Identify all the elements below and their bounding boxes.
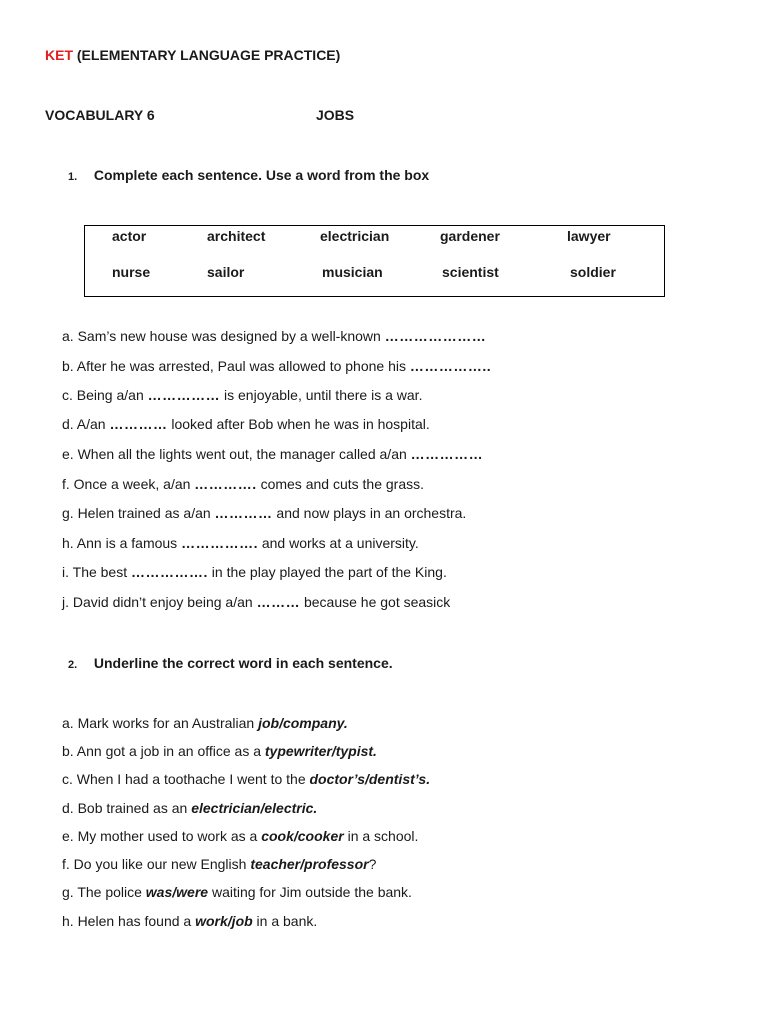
sentence-2c: c. When I had a toothache I went to the doctor’s/dentist’s.: [62, 771, 431, 787]
word-choice[interactable]: electrician/electric.: [191, 800, 318, 816]
sentence-1j: j. David didn’t enjoy being a/an ……… because he got seasick: [62, 594, 451, 610]
answer-blank[interactable]: …………: [214, 505, 273, 521]
vocabulary-heading: VOCABULARY 6: [45, 107, 155, 123]
topic-heading: JOBS: [316, 107, 355, 123]
answer-blank[interactable]: ……………: [410, 446, 484, 462]
sentence-1b: b. After he was arrested, Paul was allowed to phone his ……………..: [62, 358, 492, 374]
word-choice[interactable]: doctor’s/dentist’s.: [309, 771, 431, 787]
sentence-1e: e. When all the lights went out, the manager called a/an ……………: [62, 446, 484, 462]
word-choice[interactable]: job/company.: [258, 715, 348, 731]
page-title: [45, 47, 340, 63]
sentence-1g: g. Helen trained as a/an ………… and now plays in an orchestra.: [62, 505, 467, 521]
answer-blank[interactable]: ………: [256, 594, 301, 610]
sentence-2h: h. Helen has found a work/job in a bank.: [62, 913, 318, 929]
exercise-1-instruction: Complete each sentence. Use a word from the box: [93, 167, 430, 183]
answer-blank[interactable]: ……………..: [409, 358, 492, 374]
answer-blank[interactable]: …………….: [181, 535, 258, 551]
word-box-item: electrician: [320, 228, 390, 244]
ket-label: KET: [45, 47, 73, 63]
sentence-2e: e. My mother used to work as a cook/cooker in a school.: [62, 828, 419, 844]
exercise-1-number: 1.: [68, 171, 78, 183]
word-box: [84, 225, 665, 297]
answer-blank[interactable]: ………….: [194, 476, 257, 492]
word-box-item: sailor: [207, 264, 245, 280]
word-box-item: architect: [207, 228, 266, 244]
exercise-1-heading: [68, 167, 429, 183]
title-text: (ELEMENTARY LANGUAGE PRACTICE): [76, 47, 341, 63]
word-choice[interactable]: typewriter/typist.: [264, 743, 377, 759]
answer-blank[interactable]: ……………: [147, 387, 221, 403]
sentence-2a: a. Mark works for an Australian job/company.: [62, 715, 348, 731]
sentence-2b: b. Ann got a job in an office as a typewriter/typist.: [62, 743, 377, 759]
answer-blank[interactable]: …………: [109, 416, 168, 432]
exercise-2-heading: [68, 655, 393, 671]
word-box-item: musician: [322, 264, 383, 280]
sentence-1a: a. Sam’s new house was designed by a well-known …………………: [62, 328, 487, 344]
exercise-2-instruction: Underline the correct word in each sentence.: [93, 655, 393, 671]
sentence-1c: c. Being a/an …………… is enjoyable, until there is a war.: [62, 387, 423, 403]
sentence-1i: i. The best ……………. in the play played the part of the King.: [62, 564, 447, 580]
exercise-2-number: 2.: [68, 659, 78, 671]
word-choice[interactable]: cook/cooker: [261, 828, 344, 844]
word-choice[interactable]: teacher/professor: [250, 856, 369, 872]
word-choice[interactable]: was/were: [145, 884, 209, 900]
word-box-item: nurse: [112, 264, 151, 280]
sentence-2f: f. Do you like our new English teacher/professor?: [62, 856, 377, 872]
sentence-1f: f. Once a week, a/an …………. comes and cuts the grass.: [62, 476, 424, 492]
answer-blank[interactable]: …………….: [131, 564, 208, 580]
sentence-1h: h. Ann is a famous ……………. and works at a university.: [62, 535, 419, 551]
answer-blank[interactable]: …………………: [384, 328, 487, 344]
word-box-item: lawyer: [567, 228, 611, 244]
word-box-item: actor: [112, 228, 147, 244]
word-box-item: scientist: [442, 264, 499, 280]
sentence-1d: d. A/an ………… looked after Bob when he was in hospital.: [62, 416, 430, 432]
sentence-2g: g. The police was/were waiting for Jim outside the bank.: [62, 884, 412, 900]
word-box-item: soldier: [570, 264, 616, 280]
sentence-2d: d. Bob trained as an electrician/electric.: [62, 800, 318, 816]
word-box-item: gardener: [440, 228, 500, 244]
word-choice[interactable]: work/job: [195, 913, 253, 929]
